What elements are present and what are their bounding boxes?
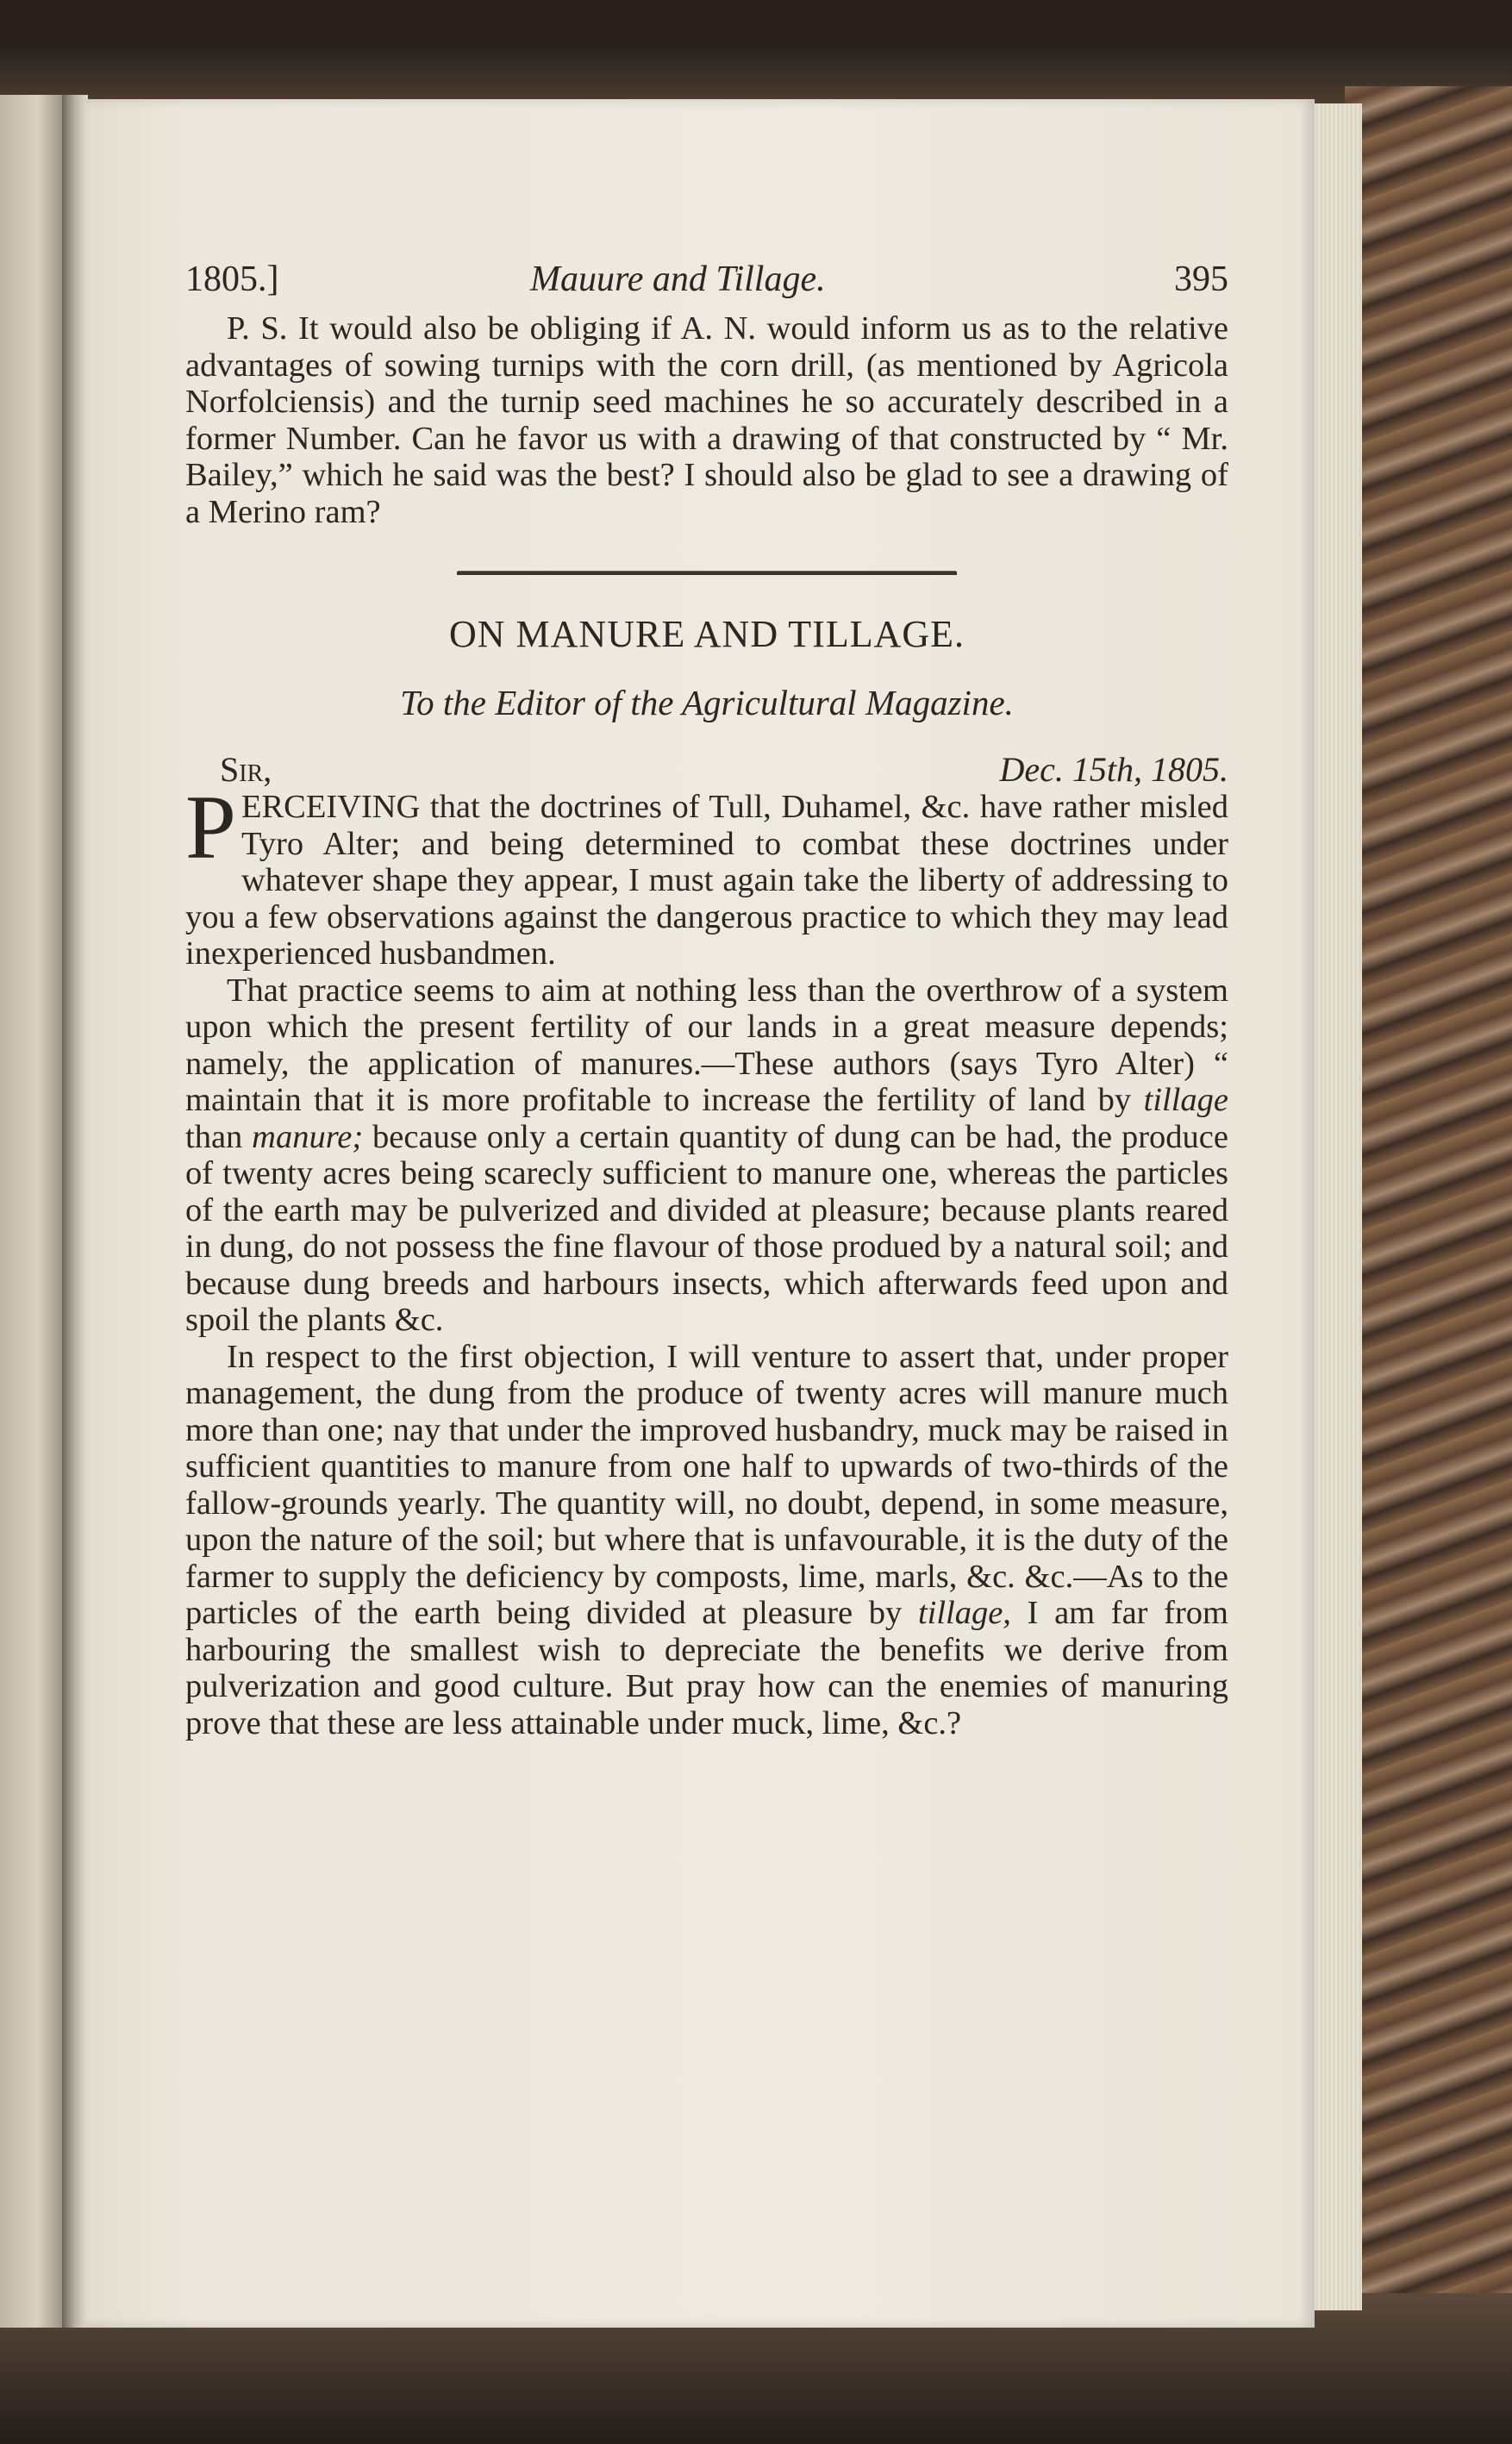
drop-cap: P (185, 777, 236, 878)
marbled-cover-edge (1345, 86, 1512, 2345)
paragraph-2-text-a: That practice seems to aim at nothing less than the overthrow of a system upon which the present fertility of our lands in a great measure depends; namely, the application of manures.—These authors (says Tyro Alter) “ maintain that it is more profitable to increase the fertility of land by (185, 972, 1228, 1118)
paragraph-1-wrap (185, 777, 1228, 972)
paragraph-3 (185, 1339, 1228, 1742)
letter-date: Dec. 15th, 1805. (999, 750, 1228, 789)
paragraph-1: ERCEIVING that the doctrines of Tull, Duhamel, &c. have rather misled Tyro Alter; and being determined to combat these doctrines under whatever shape they appear, I must again take the liberty of addressing to you a few observations against the dangerous practice to which they may lead inexperienced husbandmen. (185, 789, 1228, 972)
postscript-paragraph: P. S. It would also be obliging if A. N. would inform us as to the relative advantages of sowing turnips with the corn drill, (as mentioned by Agricola Norfolciensis) and the turnip seed machines he so accurately described in a former Number. Can he favor us with a drawing of that constructed by “ Mr. Bailey,” which he said was the best? I should also be glad to see a drawing of a Merino ram? (185, 310, 1228, 530)
page (86, 99, 1315, 2328)
salutation-line (185, 746, 1228, 789)
running-head-title: Mauure and Tillage. (530, 259, 826, 299)
page-number: 395 (1174, 259, 1228, 299)
paragraph-2-emphasis-manure: manure; (252, 1118, 364, 1155)
running-head (185, 250, 1228, 310)
paragraph-2-text-b: than (185, 1118, 253, 1155)
salutation: Sir, (220, 750, 272, 789)
section-divider (457, 572, 957, 575)
paragraph-2-text-c: because only a certain quantity of dung can be had, the produce of twenty acres being scarecly sufficient to manure one, whereas the particles of the earth may be pulverized and divided at pleasure; because plants reared in dung, do not possess the fine flavour of those produed by a natural soil; and because dung breeds and harbours insects, which afterwards feed upon and spoil the plants &c. (185, 1118, 1228, 1338)
left-page-edge (0, 95, 62, 2328)
paragraph-3-text-b: I am far from harbouring the smallest wish to depreciate the benefits we derive from pulverization and good culture. But pray how can the enemies of manuring prove that these are less attainable under muck, lime, &c.? (185, 1595, 1228, 1741)
book-gutter (62, 95, 88, 2328)
paragraph-2 (185, 972, 1228, 1339)
article-subheading: To the Editor of the Agricultural Magazine. (400, 683, 1014, 722)
paragraph-3-text-a: In respect to the first objection, I will venture to assert that, under proper management, the dung from the produce of twenty acres will manure much more than one; nay that under the improved husbandry, muck may be raised in sufficient quantities to manure from one half to upwards of two-thirds of the fallow-grounds yearly. The quantity will, no doubt, depend, in some measure, upon the nature of the soil; but where that is unfavourable, it is the duty of the farmer to supply the deficiency by composts, lime, marls, &c. &c.—As to the particles of the earth being divided at pleasure by (185, 1338, 1228, 1631)
text-block (185, 250, 1228, 1741)
running-head-year: 1805.] (185, 259, 279, 299)
page-edges (1310, 103, 1362, 2310)
paragraph-2-emphasis-tillage: tillage (1143, 1082, 1228, 1118)
paragraph-3-emphasis-tillage: tillage, (917, 1595, 1011, 1631)
article-heading: ON MANURE AND TILLAGE. (448, 613, 965, 655)
